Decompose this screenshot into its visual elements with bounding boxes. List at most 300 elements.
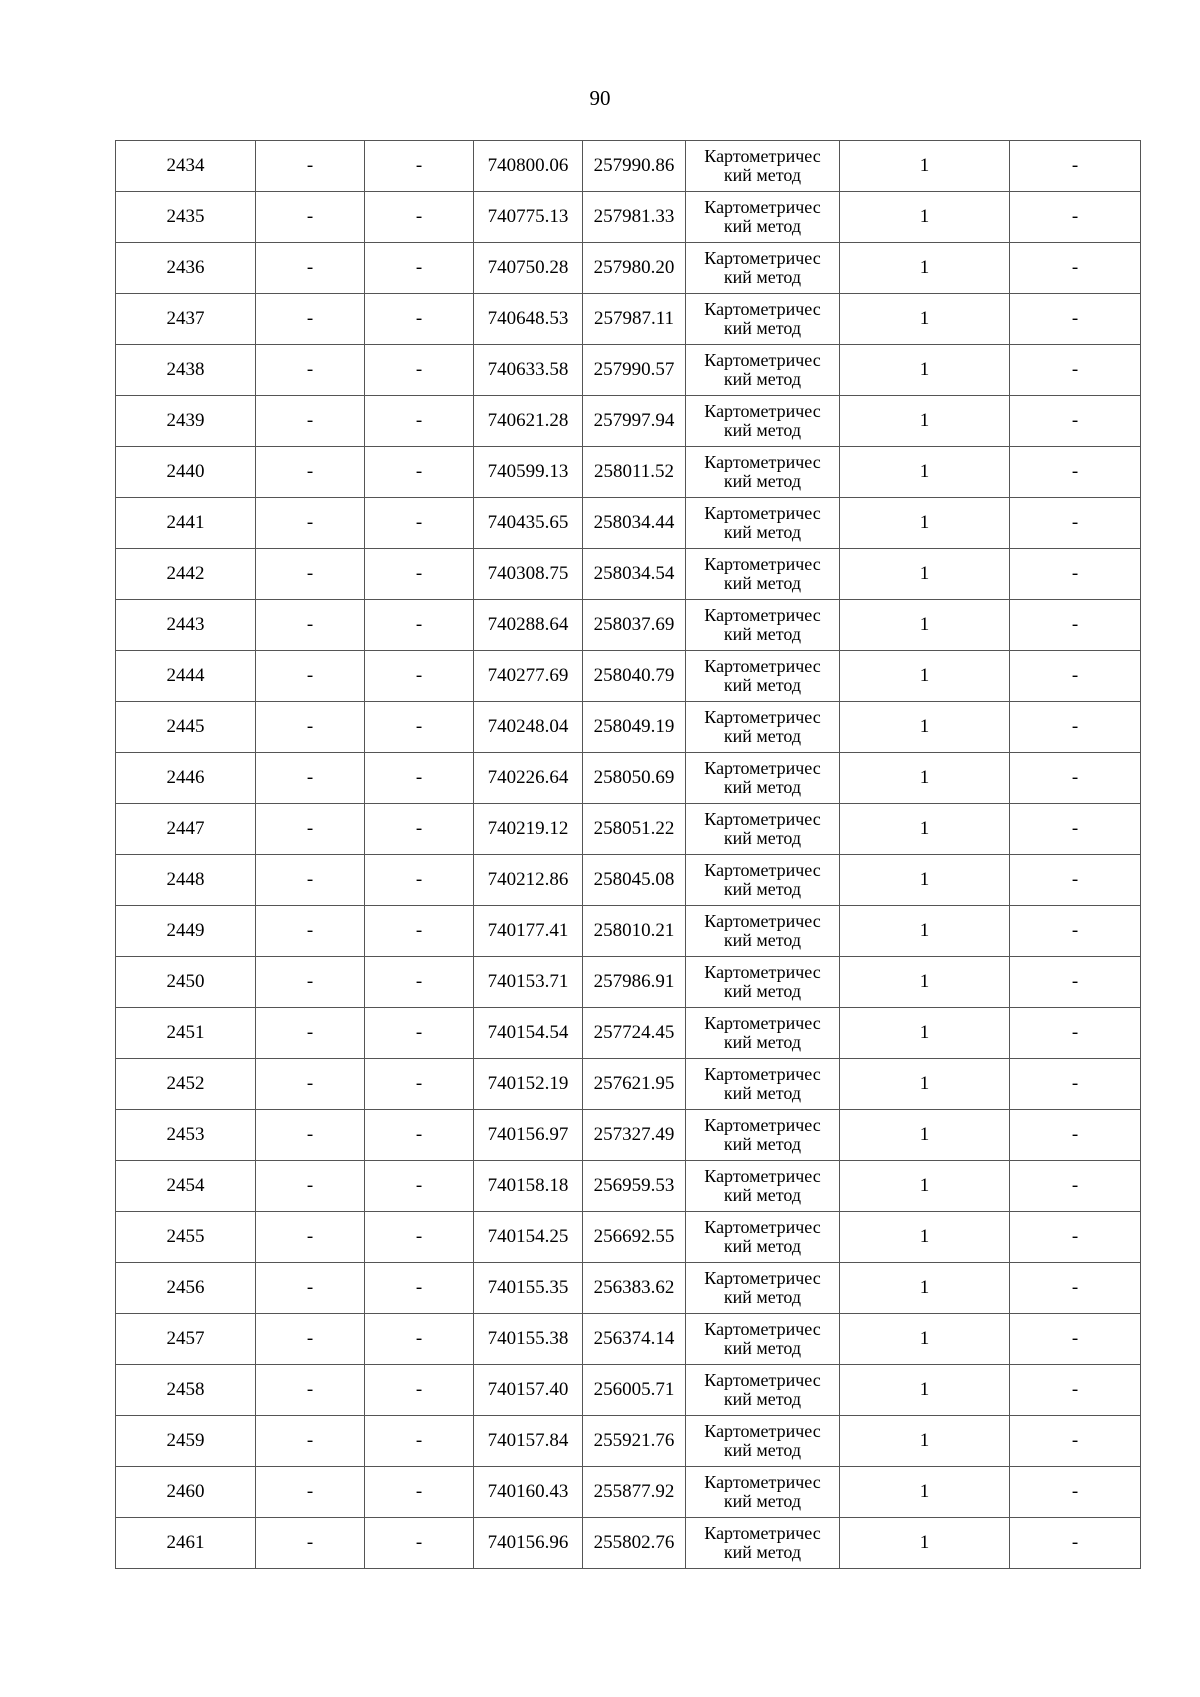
point-number-cell: 2454	[116, 1161, 256, 1212]
method-cell	[686, 1518, 840, 1569]
x-coordinate-cell: 740648.53	[474, 294, 583, 345]
accuracy-cell: 1	[840, 906, 1010, 957]
column-3-cell: -	[365, 345, 474, 396]
table-row	[116, 1212, 1141, 1263]
column-8-cell: -	[1010, 243, 1141, 294]
method-cell	[686, 243, 840, 294]
method-line-2: кий метод	[723, 216, 802, 236]
method-cell	[686, 345, 840, 396]
accuracy-cell: 1	[840, 498, 1010, 549]
x-coordinate-cell: 740153.71	[474, 957, 583, 1008]
accuracy-cell: 1	[840, 243, 1010, 294]
accuracy-cell: 1	[840, 1263, 1010, 1314]
y-coordinate-cell: 258037.69	[583, 600, 686, 651]
method-cell	[686, 447, 840, 498]
column-8-cell: -	[1010, 804, 1141, 855]
column-2-cell: -	[256, 192, 365, 243]
method-line-2: кий метод	[723, 1185, 802, 1205]
table-body	[116, 141, 1141, 1569]
column-3-cell: -	[365, 600, 474, 651]
column-3-cell: -	[365, 651, 474, 702]
table-row	[116, 1365, 1141, 1416]
method-line-1: Картометричес	[704, 1370, 821, 1390]
method-cell	[686, 1110, 840, 1161]
column-8-cell: -	[1010, 1365, 1141, 1416]
accuracy-cell: 1	[840, 1518, 1010, 1569]
column-8-cell: -	[1010, 753, 1141, 804]
method-cell	[686, 1365, 840, 1416]
y-coordinate-cell: 258045.08	[583, 855, 686, 906]
point-number-cell: 2434	[116, 141, 256, 192]
column-2-cell: -	[256, 600, 365, 651]
y-coordinate-cell: 255802.76	[583, 1518, 686, 1569]
column-8-cell: -	[1010, 549, 1141, 600]
point-number-cell: 2460	[116, 1467, 256, 1518]
column-2-cell: -	[256, 1467, 365, 1518]
method-line-2: кий метод	[723, 369, 802, 389]
method-cell	[686, 1467, 840, 1518]
column-8-cell: -	[1010, 192, 1141, 243]
column-2-cell: -	[256, 1110, 365, 1161]
column-2-cell: -	[256, 498, 365, 549]
column-2-cell: -	[256, 1212, 365, 1263]
method-cell	[686, 498, 840, 549]
method-cell	[686, 600, 840, 651]
column-2-cell: -	[256, 753, 365, 804]
method-cell	[686, 549, 840, 600]
y-coordinate-cell: 257997.94	[583, 396, 686, 447]
method-line-2: кий метод	[723, 981, 802, 1001]
column-2-cell: -	[256, 1314, 365, 1365]
method-line-1: Картометричес	[704, 401, 821, 421]
table-row	[116, 600, 1141, 651]
method-line-2: кий метод	[723, 675, 802, 695]
column-3-cell: -	[365, 906, 474, 957]
column-3-cell: -	[365, 804, 474, 855]
column-3-cell: -	[365, 957, 474, 1008]
method-cell	[686, 1059, 840, 1110]
column-2-cell: -	[256, 1365, 365, 1416]
column-3-cell: -	[365, 498, 474, 549]
method-cell	[686, 753, 840, 804]
column-3-cell: -	[365, 1110, 474, 1161]
method-line-2: кий метод	[723, 930, 802, 950]
x-coordinate-cell: 740158.18	[474, 1161, 583, 1212]
method-line-2: кий метод	[723, 267, 802, 287]
accuracy-cell: 1	[840, 702, 1010, 753]
column-3-cell: -	[365, 1008, 474, 1059]
method-cell	[686, 1263, 840, 1314]
table-row	[116, 957, 1141, 1008]
y-coordinate-cell: 256383.62	[583, 1263, 686, 1314]
column-8-cell: -	[1010, 1518, 1141, 1569]
accuracy-cell: 1	[840, 1161, 1010, 1212]
column-2-cell: -	[256, 1059, 365, 1110]
table-row	[116, 1059, 1141, 1110]
method-line-1: Картометричес	[704, 962, 821, 982]
y-coordinate-cell: 257327.49	[583, 1110, 686, 1161]
y-coordinate-cell: 258040.79	[583, 651, 686, 702]
method-line-1: Картометричес	[704, 350, 821, 370]
method-line-1: Картометричес	[704, 299, 821, 319]
point-number-cell: 2441	[116, 498, 256, 549]
method-cell	[686, 906, 840, 957]
accuracy-cell: 1	[840, 141, 1010, 192]
method-cell	[686, 294, 840, 345]
column-8-cell: -	[1010, 294, 1141, 345]
point-number-cell: 2448	[116, 855, 256, 906]
x-coordinate-cell: 740621.28	[474, 396, 583, 447]
method-line-1: Картометричес	[704, 248, 821, 268]
method-cell	[686, 1416, 840, 1467]
accuracy-cell: 1	[840, 1008, 1010, 1059]
column-8-cell: -	[1010, 702, 1141, 753]
accuracy-cell: 1	[840, 1212, 1010, 1263]
x-coordinate-cell: 740219.12	[474, 804, 583, 855]
accuracy-cell: 1	[840, 651, 1010, 702]
table-row	[116, 1161, 1141, 1212]
column-8-cell: -	[1010, 447, 1141, 498]
method-line-1: Картометричес	[704, 1523, 821, 1543]
method-cell	[686, 957, 840, 1008]
point-number-cell: 2444	[116, 651, 256, 702]
table-row	[116, 498, 1141, 549]
method-line-1: Картометричес	[704, 1115, 821, 1135]
method-line-1: Картометричес	[704, 1064, 821, 1084]
x-coordinate-cell: 740750.28	[474, 243, 583, 294]
x-coordinate-cell: 740156.97	[474, 1110, 583, 1161]
y-coordinate-cell: 256005.71	[583, 1365, 686, 1416]
column-3-cell: -	[365, 294, 474, 345]
column-2-cell: -	[256, 957, 365, 1008]
method-cell	[686, 141, 840, 192]
method-line-2: кий метод	[723, 1389, 802, 1409]
table-row	[116, 1314, 1141, 1365]
table-row	[116, 345, 1141, 396]
column-8-cell: -	[1010, 1212, 1141, 1263]
point-number-cell: 2457	[116, 1314, 256, 1365]
column-3-cell: -	[365, 753, 474, 804]
column-2-cell: -	[256, 702, 365, 753]
point-number-cell: 2443	[116, 600, 256, 651]
y-coordinate-cell: 257980.20	[583, 243, 686, 294]
method-cell	[686, 1212, 840, 1263]
accuracy-cell: 1	[840, 1416, 1010, 1467]
x-coordinate-cell: 740155.38	[474, 1314, 583, 1365]
y-coordinate-cell: 258010.21	[583, 906, 686, 957]
method-line-1: Картометричес	[704, 911, 821, 931]
method-line-1: Картометричес	[704, 758, 821, 778]
method-line-2: кий метод	[723, 1236, 802, 1256]
x-coordinate-cell: 740800.06	[474, 141, 583, 192]
method-line-2: кий метод	[723, 1032, 802, 1052]
point-number-cell: 2456	[116, 1263, 256, 1314]
column-3-cell: -	[365, 1467, 474, 1518]
column-3-cell: -	[365, 192, 474, 243]
table-row	[116, 702, 1141, 753]
coordinates-table	[115, 140, 1141, 1569]
column-8-cell: -	[1010, 1008, 1141, 1059]
column-3-cell: -	[365, 1518, 474, 1569]
column-2-cell: -	[256, 447, 365, 498]
column-8-cell: -	[1010, 906, 1141, 957]
column-2-cell: -	[256, 651, 365, 702]
method-cell	[686, 702, 840, 753]
point-number-cell: 2452	[116, 1059, 256, 1110]
table-row	[116, 396, 1141, 447]
x-coordinate-cell: 740157.40	[474, 1365, 583, 1416]
method-cell	[686, 396, 840, 447]
accuracy-cell: 1	[840, 957, 1010, 1008]
column-8-cell: -	[1010, 498, 1141, 549]
method-line-1: Картометричес	[704, 503, 821, 523]
x-coordinate-cell: 740277.69	[474, 651, 583, 702]
x-coordinate-cell: 740633.58	[474, 345, 583, 396]
method-line-1: Картометричес	[704, 146, 821, 166]
table-row	[116, 753, 1141, 804]
column-3-cell: -	[365, 1212, 474, 1263]
method-line-2: кий метод	[723, 165, 802, 185]
method-line-1: Картометричес	[704, 1472, 821, 1492]
column-3-cell: -	[365, 549, 474, 600]
column-8-cell: -	[1010, 1416, 1141, 1467]
method-line-2: кий метод	[723, 828, 802, 848]
point-number-cell: 2446	[116, 753, 256, 804]
column-8-cell: -	[1010, 1263, 1141, 1314]
x-coordinate-cell: 740160.43	[474, 1467, 583, 1518]
column-2-cell: -	[256, 396, 365, 447]
column-2-cell: -	[256, 1008, 365, 1059]
point-number-cell: 2438	[116, 345, 256, 396]
table-row	[116, 1518, 1141, 1569]
x-coordinate-cell: 740154.25	[474, 1212, 583, 1263]
y-coordinate-cell: 257987.11	[583, 294, 686, 345]
point-number-cell: 2436	[116, 243, 256, 294]
method-line-2: кий метод	[723, 1542, 802, 1562]
column-3-cell: -	[365, 855, 474, 906]
accuracy-cell: 1	[840, 294, 1010, 345]
method-cell	[686, 804, 840, 855]
accuracy-cell: 1	[840, 1110, 1010, 1161]
x-coordinate-cell: 740226.64	[474, 753, 583, 804]
x-coordinate-cell: 740435.65	[474, 498, 583, 549]
y-coordinate-cell: 257621.95	[583, 1059, 686, 1110]
x-coordinate-cell: 740248.04	[474, 702, 583, 753]
method-line-2: кий метод	[723, 1491, 802, 1511]
column-8-cell: -	[1010, 345, 1141, 396]
y-coordinate-cell: 255921.76	[583, 1416, 686, 1467]
method-cell	[686, 192, 840, 243]
method-line-2: кий метод	[723, 879, 802, 899]
table-row	[116, 141, 1141, 192]
method-line-1: Картометричес	[704, 1319, 821, 1339]
table-row	[116, 1467, 1141, 1518]
column-2-cell: -	[256, 804, 365, 855]
column-8-cell: -	[1010, 1467, 1141, 1518]
accuracy-cell: 1	[840, 1059, 1010, 1110]
y-coordinate-cell: 256374.14	[583, 1314, 686, 1365]
column-3-cell: -	[365, 1314, 474, 1365]
method-line-1: Картометричес	[704, 605, 821, 625]
column-2-cell: -	[256, 1161, 365, 1212]
column-8-cell: -	[1010, 1059, 1141, 1110]
method-cell	[686, 855, 840, 906]
column-8-cell: -	[1010, 1110, 1141, 1161]
column-8-cell: -	[1010, 855, 1141, 906]
method-line-1: Картометричес	[704, 1013, 821, 1033]
method-line-1: Картометричес	[704, 1268, 821, 1288]
method-line-2: кий метод	[723, 777, 802, 797]
accuracy-cell: 1	[840, 192, 1010, 243]
method-line-2: кий метод	[723, 471, 802, 491]
method-line-2: кий метод	[723, 1287, 802, 1307]
method-line-2: кий метод	[723, 318, 802, 338]
point-number-cell: 2445	[116, 702, 256, 753]
table-row	[116, 1416, 1141, 1467]
point-number-cell: 2459	[116, 1416, 256, 1467]
column-2-cell: -	[256, 855, 365, 906]
column-2-cell: -	[256, 906, 365, 957]
point-number-cell: 2455	[116, 1212, 256, 1263]
method-cell	[686, 1161, 840, 1212]
x-coordinate-cell: 740308.75	[474, 549, 583, 600]
column-8-cell: -	[1010, 1314, 1141, 1365]
x-coordinate-cell: 740157.84	[474, 1416, 583, 1467]
y-coordinate-cell: 257981.33	[583, 192, 686, 243]
x-coordinate-cell: 740288.64	[474, 600, 583, 651]
point-number-cell: 2440	[116, 447, 256, 498]
table-row	[116, 447, 1141, 498]
y-coordinate-cell: 258050.69	[583, 753, 686, 804]
method-line-1: Картометричес	[704, 197, 821, 217]
method-line-2: кий метод	[723, 420, 802, 440]
x-coordinate-cell: 740155.35	[474, 1263, 583, 1314]
method-line-1: Картометричес	[704, 452, 821, 472]
method-line-1: Картометричес	[704, 809, 821, 829]
x-coordinate-cell: 740212.86	[474, 855, 583, 906]
y-coordinate-cell: 258011.52	[583, 447, 686, 498]
x-coordinate-cell: 740177.41	[474, 906, 583, 957]
point-number-cell: 2453	[116, 1110, 256, 1161]
table-row	[116, 243, 1141, 294]
point-number-cell: 2439	[116, 396, 256, 447]
point-number-cell: 2450	[116, 957, 256, 1008]
table-row	[116, 192, 1141, 243]
y-coordinate-cell: 258034.54	[583, 549, 686, 600]
point-number-cell: 2447	[116, 804, 256, 855]
method-line-1: Картометричес	[704, 554, 821, 574]
x-coordinate-cell: 740775.13	[474, 192, 583, 243]
column-2-cell: -	[256, 1416, 365, 1467]
point-number-cell: 2442	[116, 549, 256, 600]
table-row	[116, 804, 1141, 855]
accuracy-cell: 1	[840, 804, 1010, 855]
accuracy-cell: 1	[840, 753, 1010, 804]
point-number-cell: 2458	[116, 1365, 256, 1416]
column-8-cell: -	[1010, 651, 1141, 702]
method-line-2: кий метод	[723, 573, 802, 593]
point-number-cell: 2437	[116, 294, 256, 345]
point-number-cell: 2461	[116, 1518, 256, 1569]
column-3-cell: -	[365, 1161, 474, 1212]
method-line-1: Картометричес	[704, 1217, 821, 1237]
method-line-2: кий метод	[723, 1134, 802, 1154]
method-line-1: Картометричес	[704, 1421, 821, 1441]
table-row	[116, 1110, 1141, 1161]
page-number: 90	[589, 86, 611, 110]
column-8-cell: -	[1010, 141, 1141, 192]
accuracy-cell: 1	[840, 600, 1010, 651]
y-coordinate-cell: 255877.92	[583, 1467, 686, 1518]
y-coordinate-cell: 257724.45	[583, 1008, 686, 1059]
table-row	[116, 855, 1141, 906]
point-number-cell: 2451	[116, 1008, 256, 1059]
column-2-cell: -	[256, 243, 365, 294]
column-3-cell: -	[365, 141, 474, 192]
y-coordinate-cell: 256692.55	[583, 1212, 686, 1263]
column-8-cell: -	[1010, 1161, 1141, 1212]
column-2-cell: -	[256, 1263, 365, 1314]
column-2-cell: -	[256, 1518, 365, 1569]
column-3-cell: -	[365, 1416, 474, 1467]
accuracy-cell: 1	[840, 549, 1010, 600]
column-8-cell: -	[1010, 600, 1141, 651]
method-cell	[686, 1314, 840, 1365]
x-coordinate-cell: 740156.96	[474, 1518, 583, 1569]
column-8-cell: -	[1010, 957, 1141, 1008]
method-line-1: Картометричес	[704, 707, 821, 727]
y-coordinate-cell: 257986.91	[583, 957, 686, 1008]
method-line-1: Картометричес	[704, 1166, 821, 1186]
point-number-cell: 2449	[116, 906, 256, 957]
x-coordinate-cell: 740152.19	[474, 1059, 583, 1110]
column-2-cell: -	[256, 345, 365, 396]
accuracy-cell: 1	[840, 345, 1010, 396]
column-8-cell: -	[1010, 396, 1141, 447]
method-line-2: кий метод	[723, 1440, 802, 1460]
column-2-cell: -	[256, 549, 365, 600]
accuracy-cell: 1	[840, 1467, 1010, 1518]
column-3-cell: -	[365, 1059, 474, 1110]
column-3-cell: -	[365, 243, 474, 294]
accuracy-cell: 1	[840, 855, 1010, 906]
x-coordinate-cell: 740599.13	[474, 447, 583, 498]
table-row	[116, 1263, 1141, 1314]
y-coordinate-cell: 258034.44	[583, 498, 686, 549]
point-number-cell: 2435	[116, 192, 256, 243]
y-coordinate-cell: 258051.22	[583, 804, 686, 855]
column-2-cell: -	[256, 294, 365, 345]
method-line-2: кий метод	[723, 624, 802, 644]
accuracy-cell: 1	[840, 1314, 1010, 1365]
column-3-cell: -	[365, 1365, 474, 1416]
method-line-2: кий метод	[723, 1338, 802, 1358]
table-row	[116, 549, 1141, 600]
accuracy-cell: 1	[840, 396, 1010, 447]
method-line-1: Картометричес	[704, 860, 821, 880]
table-row	[116, 906, 1141, 957]
y-coordinate-cell: 256959.53	[583, 1161, 686, 1212]
method-cell	[686, 1008, 840, 1059]
column-2-cell: -	[256, 141, 365, 192]
x-coordinate-cell: 740154.54	[474, 1008, 583, 1059]
method-line-2: кий метод	[723, 1083, 802, 1103]
accuracy-cell: 1	[840, 447, 1010, 498]
column-3-cell: -	[365, 702, 474, 753]
method-line-1: Картометричес	[704, 656, 821, 676]
column-3-cell: -	[365, 1263, 474, 1314]
table-row	[116, 1008, 1141, 1059]
